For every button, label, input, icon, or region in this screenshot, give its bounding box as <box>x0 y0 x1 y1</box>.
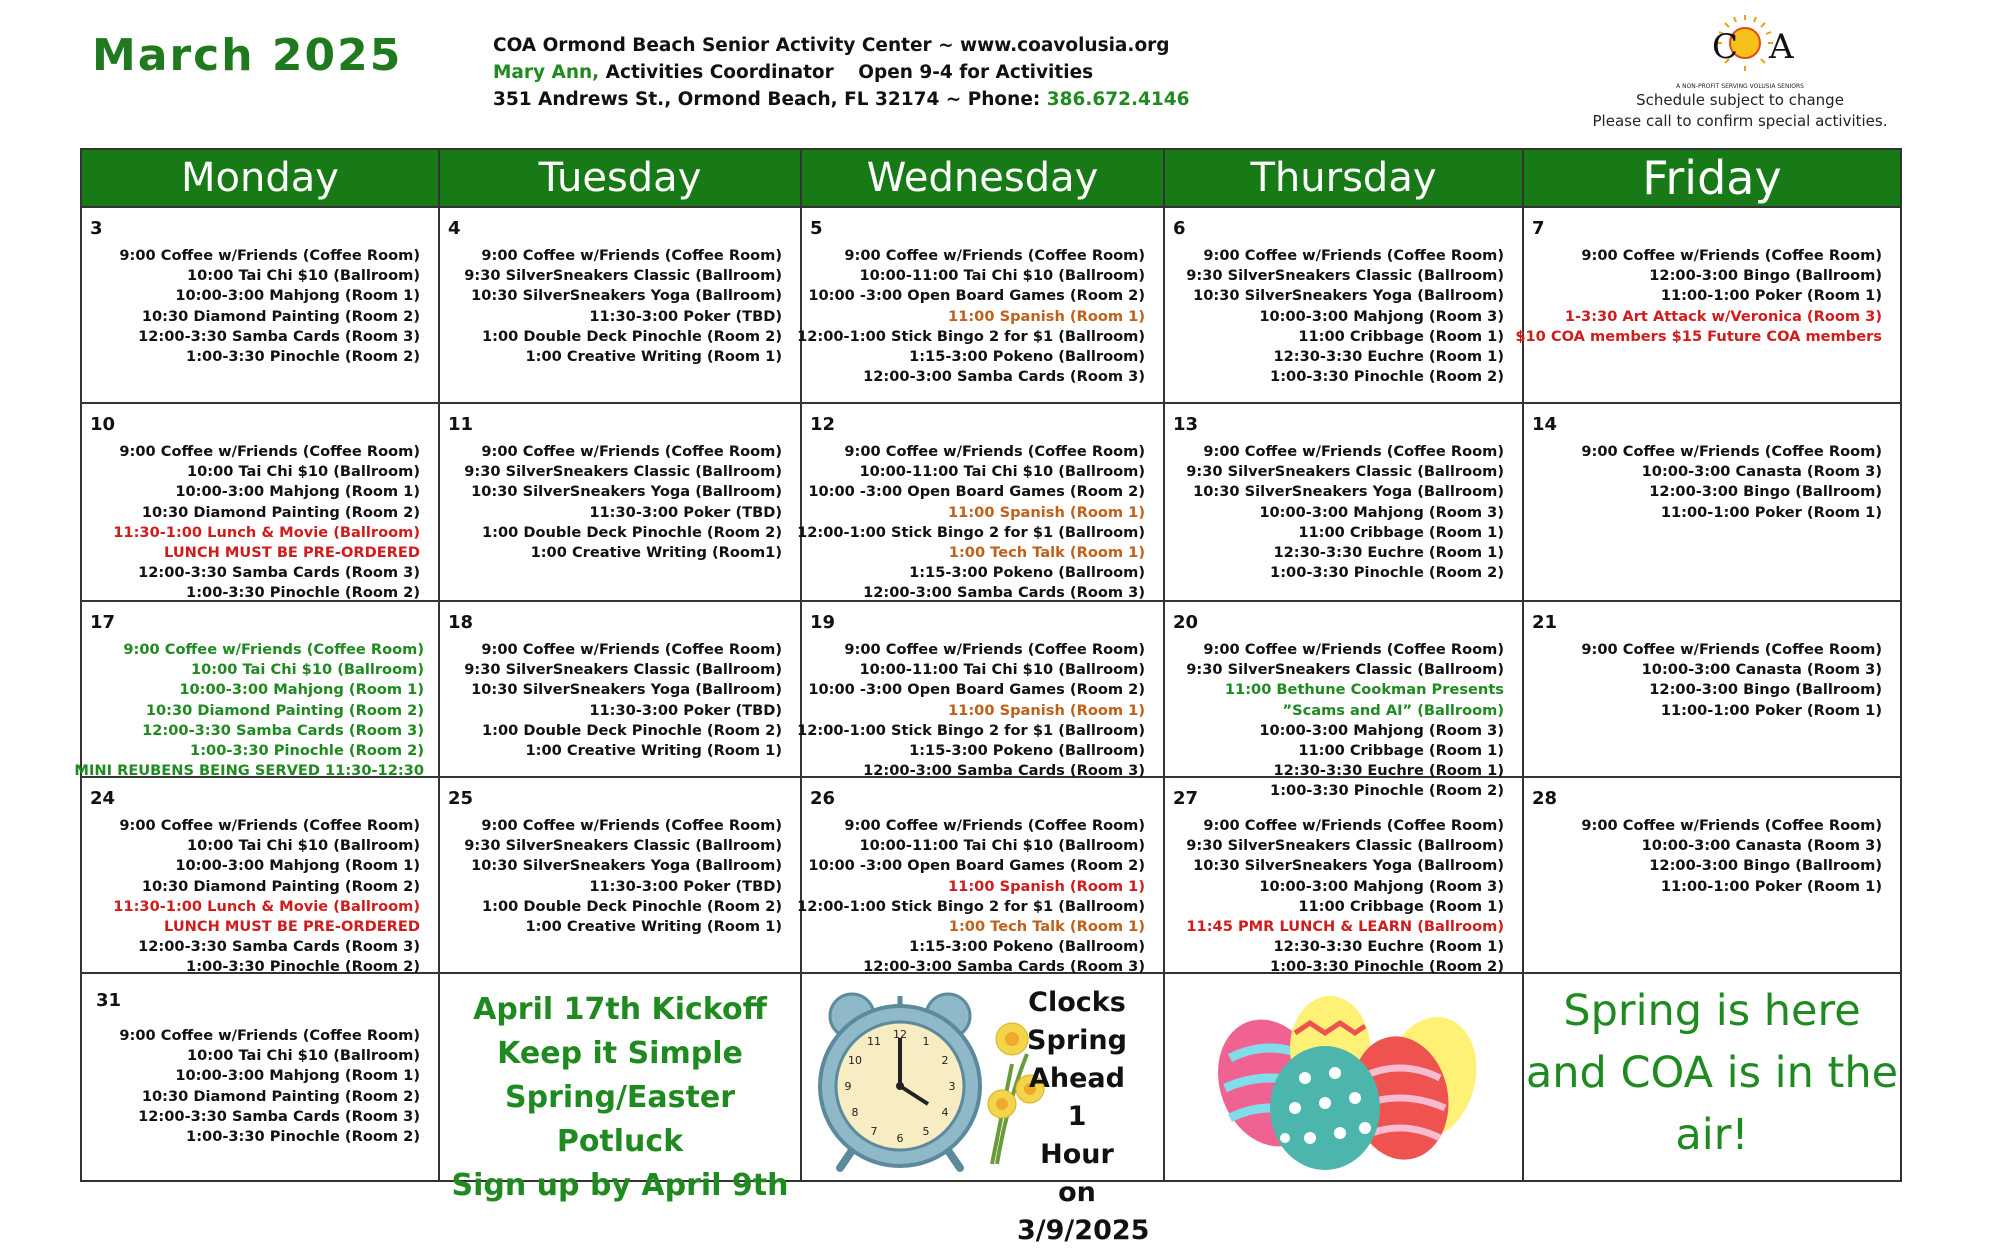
day-header-wednesday: Wednesday <box>802 150 1165 208</box>
potluck-promo <box>440 974 802 1203</box>
activity-item: 1:00-3:30 Pinochle (Room 2) <box>1270 368 1504 386</box>
center-info <box>493 32 1190 113</box>
activity-item: 10:30 SilverSneakers Yoga (Ballroom) <box>471 287 782 305</box>
activity-item: 9:00 Coffee w/Friends (Coffee Room) <box>1203 641 1504 658</box>
activity-item: 12:00-1:00 Stick Bingo 2 for $1 (Ballroom) <box>797 327 1145 345</box>
day-cell <box>82 208 440 404</box>
activity-item: 12:30-3:30 Euchre (Room 1) <box>1273 348 1504 366</box>
activity-item: MINI REUBENS BEING SERVED 11:30-12:30 <box>74 762 424 780</box>
activity-item: 9:00 Coffee w/Friends (Coffee Room) <box>1203 817 1504 834</box>
clock-number: 5 <box>922 1125 930 1138</box>
activity-item: 10:30 Diamond Painting (Room 2) <box>141 503 420 521</box>
day-number: 13 <box>1173 414 1199 435</box>
day-number: 5 <box>810 218 823 239</box>
activity-item: 9:00 Coffee w/Friends (Coffee Room) <box>1203 443 1504 460</box>
activity-item: 10:00 Tai Chi $10 (Ballroom) <box>186 463 420 481</box>
activity-item: 11:00 Cribbage (Room 1) <box>1298 897 1504 915</box>
activity-item: 9:00 Coffee w/Friends (Coffee Room) <box>481 247 782 264</box>
activity-list <box>464 246 782 367</box>
activity-item: 12:00-3:00 Samba Cards (Room 3) <box>863 958 1145 976</box>
clock-number: 7 <box>870 1125 878 1138</box>
activity-item: 10:00 -3:00 Open Board Games (Room 2) <box>808 857 1145 875</box>
activity-item: 1:00-3:30 Pinochle (Room 2) <box>1270 564 1504 582</box>
activity-list <box>464 640 782 761</box>
activity-item: 10:00-11:00 Tai Chi $10 (Ballroom) <box>859 463 1145 481</box>
clock-number: 2 <box>941 1054 949 1067</box>
activity-item: 12:00-3:30 Samba Cards (Room 3) <box>138 327 420 345</box>
activity-item: 1:00-3:30 Pinochle (Room 2) <box>190 742 424 760</box>
activity-item: 10:00 Tai Chi $10 (Ballroom) <box>186 267 420 285</box>
activity-item: 11:30-3:00 Poker (TBD) <box>589 503 782 521</box>
activity-item: 9:00 Coffee w/Friends (Coffee Room) <box>844 641 1145 658</box>
activity-list <box>1515 246 1882 347</box>
day-cell <box>1524 778 1902 974</box>
activity-item: 9:30 SilverSneakers Classic (Ballroom) <box>1186 661 1504 679</box>
activity-item: 10:00-3:00 Mahjong (Room 1) <box>175 857 420 875</box>
day-header-tuesday: Tuesday <box>440 150 802 208</box>
activity-item: 9:30 SilverSneakers Classic (Ballroom) <box>1186 837 1504 855</box>
phone-number: 386.672.4146 <box>1046 89 1190 110</box>
activity-list <box>464 816 782 937</box>
activity-item: 10:00-3:00 Canasta (Room 3) <box>1641 837 1882 855</box>
activity-item: 1:00 Double Deck Pinochle (Room 2) <box>482 523 782 541</box>
clocks-line: 3/9/2025 <box>1017 1215 1150 1246</box>
activity-item: 12:00-3:00 Bingo (Ballroom) <box>1649 857 1882 875</box>
activity-item: 10:00-3:00 Mahjong (Room 3) <box>1259 307 1504 325</box>
promo-line: Sign up by April 9th <box>451 1168 789 1203</box>
activity-list <box>464 442 782 563</box>
activity-item: 11:45 PMR LUNCH & LEARN (Ballroom) <box>1186 918 1504 936</box>
day-cell <box>440 404 802 602</box>
activity-list <box>1581 816 1882 897</box>
activity-item: 9:30 SilverSneakers Classic (Ballroom) <box>1186 463 1504 481</box>
day-cell <box>82 404 440 602</box>
activity-item: 1:00-3:30 Pinochle (Room 2) <box>186 1128 420 1146</box>
activity-item: 9:00 Coffee w/Friends (Coffee Room) <box>119 443 420 460</box>
activity-item: 10:00 Tai Chi $10 (Ballroom) <box>186 1047 420 1065</box>
day-number: 24 <box>90 788 116 809</box>
activity-item: 10:00 Tai Chi $10 (Ballroom) <box>190 661 424 679</box>
activity-item: 12:00-3:00 Samba Cards (Room 3) <box>863 762 1145 780</box>
activity-item: 12:00-3:00 Samba Cards (Room 3) <box>863 584 1145 602</box>
activity-item: 9:00 Coffee w/Friends (Coffee Room) <box>481 817 782 834</box>
day-cell <box>1165 208 1524 404</box>
activity-item: 11:00-1:00 Poker (Room 1) <box>1660 877 1882 895</box>
activity-item: 11:30-1:00 Lunch & Movie (Ballroom) <box>113 897 420 915</box>
activity-item: 9:00 Coffee w/Friends (Coffee Room) <box>481 641 782 658</box>
day-number: 20 <box>1173 612 1199 633</box>
activity-item: 1:00-3:30 Pinochle (Room 2) <box>186 584 420 602</box>
clock-number: 10 <box>848 1054 862 1067</box>
activity-item: 11:00 Bethune Cookman Presents <box>1224 681 1504 699</box>
clock-number: 8 <box>851 1106 859 1119</box>
activity-item: 11:00 Spanish (Room 1) <box>948 503 1145 521</box>
clocks-line: Clocks <box>1028 987 1126 1018</box>
day-number: 12 <box>810 414 836 435</box>
activity-item: 12:00-3:00 Bingo (Ballroom) <box>1649 681 1882 699</box>
activity-list <box>1186 442 1504 583</box>
clocks-line: Hour on <box>1040 1139 1114 1208</box>
day-header-friday: Friday <box>1524 150 1902 208</box>
activity-item: 1:15-3:00 Pokeno (Ballroom) <box>909 348 1145 366</box>
activity-item: 10:00 -3:00 Open Board Games (Room 2) <box>808 483 1145 501</box>
activity-item: 9:00 Coffee w/Friends (Coffee Room) <box>1581 247 1882 264</box>
day-number: 10 <box>90 414 116 435</box>
activity-item: 9:00 Coffee w/Friends (Coffee Room) <box>119 247 420 264</box>
activity-item: LUNCH MUST BE PRE-ORDERED <box>164 918 420 936</box>
spring-line: Spring is here <box>1563 986 1861 1036</box>
activity-item: 12:00-1:00 Stick Bingo 2 for $1 (Ballroom) <box>797 897 1145 915</box>
activity-item: 10:30 Diamond Painting (Room 2) <box>141 307 420 325</box>
activity-item: 10:00-3:00 Mahjong (Room 3) <box>1259 877 1504 895</box>
day-number: 7 <box>1532 218 1545 239</box>
activity-item: 12:00-3:00 Bingo (Ballroom) <box>1649 483 1882 501</box>
activity-item: 10:30 SilverSneakers Yoga (Ballroom) <box>471 483 782 501</box>
activity-item: 10:00 -3:00 Open Board Games (Room 2) <box>808 287 1145 305</box>
activity-item: 1:00-3:30 Pinochle (Room 2) <box>1270 958 1504 976</box>
activity-list <box>1581 442 1882 523</box>
day-number: 19 <box>810 612 836 633</box>
activity-list <box>113 442 420 604</box>
activity-item: 9:00 Coffee w/Friends (Coffee Room) <box>844 817 1145 834</box>
activity-list <box>797 640 1145 781</box>
activity-item: 9:00 Coffee w/Friends (Coffee Room) <box>1581 817 1882 834</box>
activity-item: ”Scams and AI” (Ballroom) <box>1282 701 1504 719</box>
hours-text: Open 9-4 for Activities <box>858 62 1094 83</box>
activity-item: 12:00-3:00 Samba Cards (Room 3) <box>863 368 1145 386</box>
day-cell <box>440 602 802 778</box>
day-number: 27 <box>1173 788 1199 809</box>
activity-item: 10:00-11:00 Tai Chi $10 (Ballroom) <box>859 661 1145 679</box>
clock-number: 11 <box>867 1035 881 1048</box>
activity-item: 11:00 Cribbage (Room 1) <box>1298 523 1504 541</box>
day-cell <box>1524 404 1902 602</box>
activity-item: 11:30-3:00 Poker (TBD) <box>589 307 782 325</box>
activity-item: 11:00 Spanish (Room 1) <box>948 307 1145 325</box>
day-number: 21 <box>1532 612 1558 633</box>
day-number: 3 <box>90 218 103 239</box>
activity-list <box>1186 816 1504 978</box>
day-cell <box>1524 602 1902 778</box>
activity-item: 10:00-11:00 Tai Chi $10 (Ballroom) <box>859 267 1145 285</box>
activity-item: 1:00 Double Deck Pinochle (Room 2) <box>482 721 782 739</box>
day-number: 31 <box>96 990 122 1011</box>
coordinator-role: Activities Coordinator <box>605 62 834 83</box>
activity-list <box>119 1026 420 1147</box>
notice-change: Schedule subject to change <box>1636 91 1844 109</box>
activity-item: 12:00-3:00 Bingo (Ballroom) <box>1649 267 1882 285</box>
activity-item: 1:00 Tech Talk (Room 1) <box>948 918 1145 936</box>
activity-list <box>119 246 420 367</box>
easter-eggs-icon <box>1215 988 1485 1173</box>
activity-item: 10:00-3:00 Canasta (Room 3) <box>1641 463 1882 481</box>
activity-item: 1:15-3:00 Pokeno (Ballroom) <box>909 742 1145 760</box>
spring-text <box>1524 980 1900 1166</box>
activity-item: 9:00 Coffee w/Friends (Coffee Room) <box>1581 641 1882 658</box>
coa-logo <box>1665 14 1825 84</box>
spring-message <box>1524 974 1902 1182</box>
activity-item: 12:30-3:30 Euchre (Room 1) <box>1273 762 1504 780</box>
activity-item: 11:00 Spanish (Room 1) <box>948 701 1145 719</box>
easter-eggs-image <box>1165 974 1524 1182</box>
activity-item: 1:00 Creative Writing (Room 1) <box>525 918 782 936</box>
activity-item: 9:30 SilverSneakers Classic (Ballroom) <box>464 463 782 481</box>
activity-list <box>1581 640 1882 721</box>
activity-item: 1:00 Tech Talk (Room 1) <box>948 544 1145 562</box>
activity-item: 1-3:30 Art Attack w/Veronica (Room 3) <box>1564 307 1882 325</box>
activity-item: 10:30 SilverSneakers Yoga (Ballroom) <box>1193 483 1504 501</box>
promo-line: Spring/Easter Potluck <box>504 1080 736 1159</box>
activity-item: 12:00-3:30 Samba Cards (Room 3) <box>138 938 420 956</box>
activity-item: 9:30 SilverSneakers Classic (Ballroom) <box>464 837 782 855</box>
day-cell <box>82 778 440 974</box>
activity-item: 10:30 Diamond Painting (Room 2) <box>141 1087 420 1105</box>
activity-item: 10:00-3:00 Mahjong (Room 1) <box>175 287 420 305</box>
address-text: 351 Andrews St., Ormond Beach, FL 32174 ~ Phone: <box>493 89 1041 110</box>
clock-number: 12 <box>893 1028 907 1041</box>
page-title: March 2025 <box>92 30 403 81</box>
activity-item: 9:00 Coffee w/Friends (Coffee Room) <box>119 817 420 834</box>
activity-item: 10:30 SilverSneakers Yoga (Ballroom) <box>471 857 782 875</box>
promo-line: Keep it Simple <box>497 1036 743 1071</box>
day-number: 25 <box>448 788 474 809</box>
activity-item: 9:30 SilverSneakers Classic (Ballroom) <box>464 267 782 285</box>
activity-item: 10:00-3:00 Canasta (Room 3) <box>1641 661 1882 679</box>
clock-number: 9 <box>844 1080 852 1093</box>
activity-item: 10:00-11:00 Tai Chi $10 (Ballroom) <box>859 837 1145 855</box>
activity-item: 1:00 Creative Writing (Room 1) <box>525 348 782 366</box>
activity-item: 10:30 SilverSneakers Yoga (Ballroom) <box>471 681 782 699</box>
activity-item: 11:00 Cribbage (Room 1) <box>1298 327 1504 345</box>
center-name-line: COA Ormond Beach Senior Activity Center ~ www.coavolusia.org <box>493 35 1170 56</box>
day-cell <box>797 602 1165 780</box>
activity-item: 10:00-3:00 Mahjong (Room 3) <box>1259 721 1504 739</box>
activity-item: 12:00-3:30 Samba Cards (Room 3) <box>138 1107 420 1125</box>
day-cell <box>797 778 1165 976</box>
day-number: 28 <box>1532 788 1558 809</box>
spring-line: air! <box>1675 1110 1749 1160</box>
day-cell <box>440 778 802 974</box>
activity-item: 12:00-1:00 Stick Bingo 2 for $1 (Ballroom) <box>797 523 1145 541</box>
activity-item: 9:00 Coffee w/Friends (Coffee Room) <box>1581 443 1882 460</box>
day-cell <box>440 208 802 404</box>
spring-line: and COA is in the <box>1525 1048 1899 1098</box>
activity-item: 9:00 Coffee w/Friends (Coffee Room) <box>844 247 1145 264</box>
activity-item: 11:30-1:00 Lunch & Movie (Ballroom) <box>113 523 420 541</box>
clock-number: 3 <box>948 1080 956 1093</box>
day-header-thursday: Thursday <box>1165 150 1524 208</box>
day-header-monday: Monday <box>82 150 440 208</box>
clock-number: 6 <box>896 1132 904 1145</box>
activity-item: $10 COA members $15 Future COA members <box>1515 327 1882 345</box>
activity-item: 12:00-1:00 Stick Bingo 2 for $1 (Ballroom) <box>797 721 1145 739</box>
day-number: 6 <box>1173 218 1186 239</box>
activity-item: 1:00-3:30 Pinochle (Room 2) <box>186 348 420 366</box>
activity-item: 10:30 SilverSneakers Yoga (Ballroom) <box>1193 287 1504 305</box>
day-number: 14 <box>1532 414 1558 435</box>
activity-item: 1:00 Creative Writing (Room1) <box>530 544 782 562</box>
day-cell <box>1165 404 1524 602</box>
day-number: 18 <box>448 612 474 633</box>
clock-number: 1 <box>922 1035 930 1048</box>
day-cell <box>1165 778 1524 974</box>
schedule-notice <box>1590 84 1890 132</box>
day-cell <box>82 974 440 1182</box>
activity-item: 11:00-1:00 Poker (Room 1) <box>1660 701 1882 719</box>
activity-item: 1:00 Double Deck Pinochle (Room 2) <box>482 327 782 345</box>
activity-item: 10:00 -3:00 Open Board Games (Room 2) <box>808 681 1145 699</box>
activity-item: 9:00 Coffee w/Friends (Coffee Room) <box>1203 247 1504 264</box>
activity-item: LUNCH MUST BE PRE-ORDERED <box>164 544 420 562</box>
activity-item: 9:30 SilverSneakers Classic (Ballroom) <box>1186 267 1504 285</box>
potluck-text <box>440 988 800 1208</box>
activity-item: 10:30 SilverSneakers Yoga (Ballroom) <box>1193 857 1504 875</box>
activity-item: 10:00-3:00 Mahjong (Room 1) <box>175 483 420 501</box>
activity-item: 11:30-3:00 Poker (TBD) <box>589 701 782 719</box>
activity-item: 1:00 Double Deck Pinochle (Room 2) <box>482 897 782 915</box>
activity-item: 10:00-3:00 Mahjong (Room 1) <box>175 1067 420 1085</box>
activity-item: 1:15-3:00 Pokeno (Ballroom) <box>909 564 1145 582</box>
daylight-saving-notice <box>802 974 1165 1246</box>
day-number: 4 <box>448 218 461 239</box>
activity-item: 10:30 Diamond Painting (Room 2) <box>141 877 420 895</box>
activity-item: 12:30-3:30 Euchre (Room 1) <box>1273 544 1504 562</box>
activity-item: 9:30 SilverSneakers Classic (Ballroom) <box>464 661 782 679</box>
activity-item: 10:00-3:00 Mahjong (Room 3) <box>1259 503 1504 521</box>
activity-item: 10:00 Tai Chi $10 (Ballroom) <box>186 837 420 855</box>
activity-list <box>797 246 1145 387</box>
day-cell <box>797 208 1165 404</box>
activity-list <box>797 816 1145 978</box>
activity-item: 12:30-3:30 Euchre (Room 1) <box>1273 938 1504 956</box>
activity-item: 11:00 Cribbage (Room 1) <box>1298 742 1504 760</box>
activity-item: 10:30 Diamond Painting (Room 2) <box>145 701 424 719</box>
day-cell <box>74 602 440 780</box>
activity-item: 12:00-3:30 Samba Cards (Room 3) <box>142 721 424 739</box>
activity-list <box>1186 246 1504 387</box>
day-cell <box>1515 208 1902 404</box>
activity-list <box>74 640 424 781</box>
activity-item: 9:00 Coffee w/Friends (Coffee Room) <box>119 1027 420 1044</box>
clock-number: 4 <box>941 1106 949 1119</box>
notice-confirm: Please call to confirm special activities. <box>1592 112 1888 130</box>
activity-item: 10:00-3:00 Mahjong (Room 1) <box>179 681 424 699</box>
activity-item: 1:00-3:30 Pinochle (Room 2) <box>1270 782 1504 800</box>
activity-item: 9:00 Coffee w/Friends (Coffee Room) <box>844 443 1145 460</box>
day-number: 17 <box>90 612 116 633</box>
day-cell <box>797 404 1165 602</box>
address-line <box>493 86 1190 113</box>
day-number: 26 <box>810 788 836 809</box>
activity-item: 11:30-3:00 Poker (TBD) <box>589 877 782 895</box>
activity-item: 11:00-1:00 Poker (Room 1) <box>1660 287 1882 305</box>
activity-item: 9:00 Coffee w/Friends (Coffee Room) <box>123 641 424 658</box>
promo-line: April 17th Kickoff <box>473 992 767 1027</box>
activity-list <box>113 816 420 978</box>
calendar-grid <box>74 148 1902 1246</box>
activity-item: 11:00-1:00 Poker (Room 1) <box>1660 503 1882 521</box>
activity-list <box>797 442 1145 604</box>
clocks-text <box>1017 984 1150 1250</box>
clocks-line: Spring <box>1027 1025 1127 1056</box>
activity-item: 11:00 Spanish (Room 1) <box>948 877 1145 895</box>
activity-item: 9:00 Coffee w/Friends (Coffee Room) <box>481 443 782 460</box>
activity-item: 1:15-3:00 Pokeno (Ballroom) <box>909 938 1145 956</box>
activity-item: 12:00-3:30 Samba Cards (Room 3) <box>138 564 420 582</box>
activity-item: 1:00-3:30 Pinochle (Room 2) <box>186 958 420 976</box>
logo-letter-c: C <box>1712 27 1739 67</box>
coordinator-line <box>493 59 1190 86</box>
activity-item: 1:00 Creative Writing (Room 1) <box>525 742 782 760</box>
logo-subtitle: A NON-PROFIT SERVING VOLUSIA SENIORS <box>1676 83 1804 90</box>
logo-letter-a: A <box>1769 27 1794 67</box>
day-number: 11 <box>448 414 474 435</box>
coordinator-name: Mary Ann, <box>493 62 600 83</box>
clocks-line: Ahead 1 <box>1029 1063 1125 1132</box>
